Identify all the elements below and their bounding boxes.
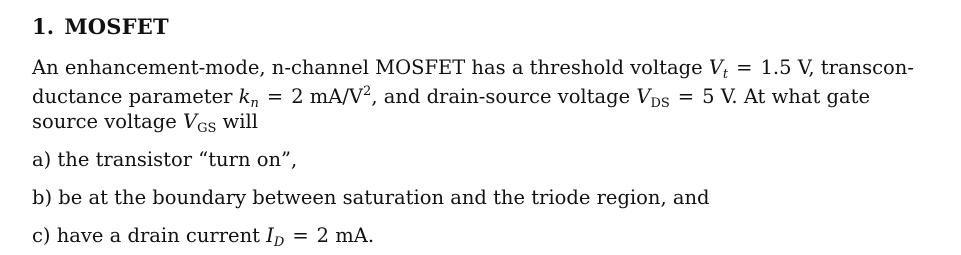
problem-heading [32,14,169,39]
statement-text: ductance parameter [32,85,239,108]
statement-line-2 [32,85,870,110]
kn-superscript: 2 [363,84,372,99]
kn-value: 2 mA/V [291,85,364,108]
vt-symbol: V [708,56,723,79]
statement-text: source voltage [32,110,183,133]
vds-symbol: V [636,85,651,108]
equals-sign: = [266,85,284,108]
statement-text: , and drain-source voltage [371,85,637,108]
vds-subscript: DS [650,96,670,111]
equals-sign: = [736,56,753,79]
problem-number: 1. [32,14,55,39]
part-c [32,226,374,249]
part-c-text: c) have a drain current [32,224,267,247]
statement-text: will [216,110,258,133]
statement-text: An enhancement-mode, n-channel MOSFET has a threshold voltage [32,56,709,79]
kn-subscript: n [250,96,259,111]
vt-value: 1.5 V, transcon- [760,56,914,79]
id-value: 2 mA. [316,224,375,247]
vds-value: 5 V. At what gate [702,85,870,108]
equals-sign: = [677,85,695,108]
equals-sign: = [292,224,309,247]
statement-line-3 [32,112,258,135]
id-symbol: I [266,224,274,247]
part-a: a) the transistor “turn on”, [32,148,298,171]
kn-symbol: k [238,85,251,108]
statement-line-1 [32,58,914,81]
id-subscript: D [273,235,285,250]
vgs-subscript: GS [197,121,217,136]
problem-title: MOSFET [64,14,169,39]
part-b: b) be at the boundary between saturation and the triode region, and [32,186,710,209]
vgs-symbol: V [182,110,198,133]
vt-subscript: t [722,67,729,82]
